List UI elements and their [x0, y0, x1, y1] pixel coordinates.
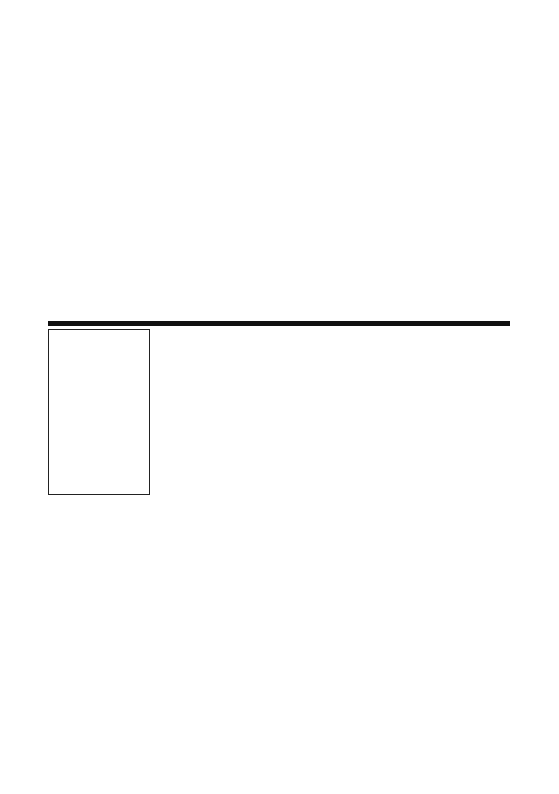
main-text-block	[48, 50, 510, 69]
title-box	[48, 329, 150, 495]
section-divider-rule	[48, 321, 510, 326]
paragraph-gap	[48, 50, 510, 69]
